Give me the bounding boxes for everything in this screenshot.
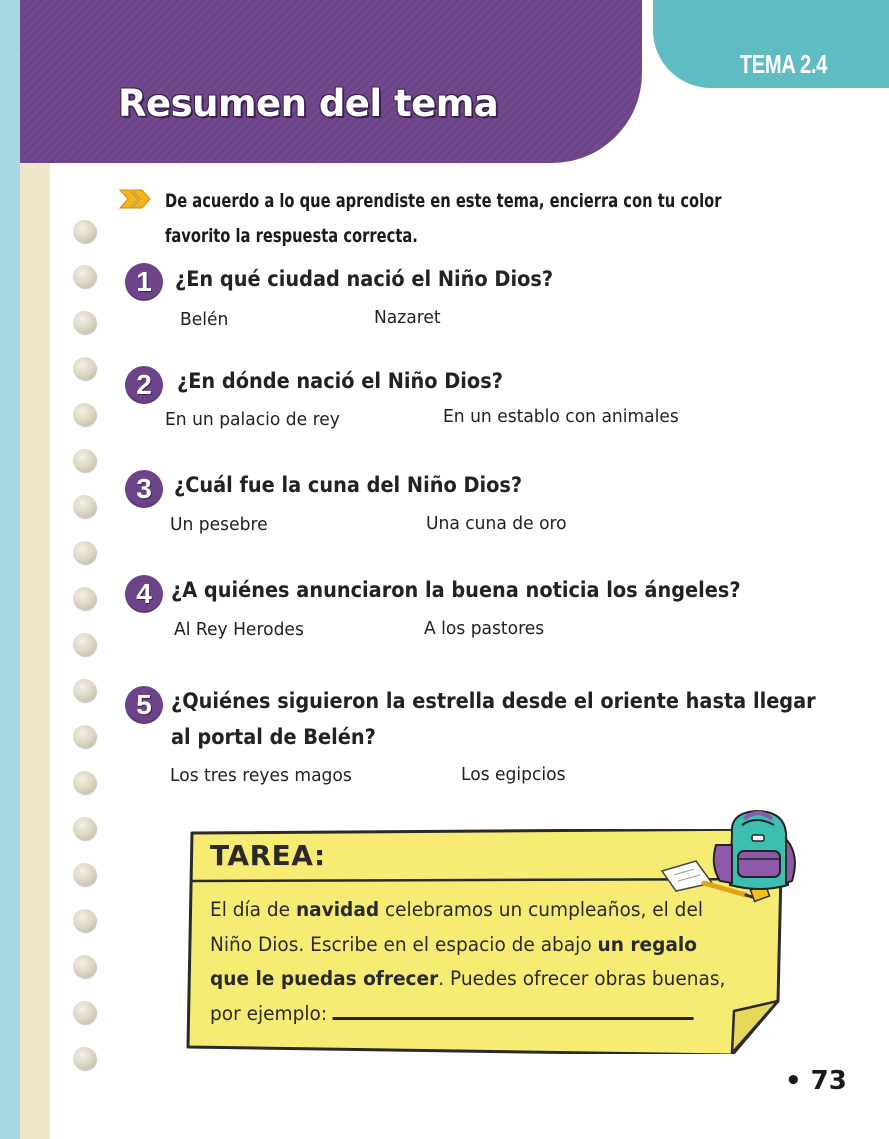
double-chevron-icon [118,188,152,210]
question-text: ¿En qué ciudad nació el Niño Dios? [175,267,554,291]
ring-icon [73,311,96,334]
homework-line: El día de navidad celebramos un cumpleaños, el del [210,898,703,921]
homework-title: TAREA: [210,839,326,872]
answer-option[interactable]: Un pesebre [170,514,268,535]
answer-option[interactable]: Los egipcios [461,764,566,785]
answer-option[interactable]: Belén [180,309,229,330]
page-title: Resumen del tema [118,82,499,125]
page-number: • 73 [785,1066,847,1096]
tema-label: TEMA 2.4 [739,49,827,79]
ring-icon [73,403,96,426]
page-edge-strip [0,0,20,1139]
ring-icon [73,1001,96,1024]
question-number-badge: 5 [125,686,163,724]
ring-icon [73,633,96,656]
ring-icon [73,495,96,518]
answer-option[interactable]: En un palacio de rey [165,409,340,430]
question-text: ¿A quiénes anunciaron la buena noticia los ángeles? [171,578,741,602]
ring-icon [73,817,96,840]
ring-icon [73,220,96,243]
answer-option[interactable]: Nazaret [374,307,441,328]
ring-icon [73,1047,96,1070]
question-number-badge: 3 [125,470,163,508]
question-number-badge: 1 [125,263,163,301]
question-text-continued: al portal de Belén? [171,725,376,749]
homework-line: que le puedas ofrecer. Puedes ofrecer obras buenas, [210,967,726,990]
answer-option[interactable]: Al Rey Herodes [174,619,304,640]
ring-icon [73,909,96,932]
ring-icon [73,771,96,794]
answer-option[interactable]: A los pastores [424,618,545,639]
title-banner [20,0,642,163]
ring-icon [73,265,96,288]
question-text: ¿Cuál fue la cuna del Niño Dios? [174,473,523,497]
question-number-badge: 4 [125,575,163,613]
question-text: ¿En dónde nació el Niño Dios? [177,369,503,393]
ring-icon [73,679,96,702]
tema-tab [653,0,889,88]
ring-icon [73,863,96,886]
ring-icon [73,725,96,748]
ring-icon [73,357,96,380]
homework-line: Niño Dios. Escribe en el espacio de abajo un regalo [210,932,697,956]
question-number-badge: 2 [125,366,163,404]
backpack-illustration [660,805,800,915]
ring-icon [73,449,96,472]
homework-line: por ejemplo: [210,997,742,1032]
answer-blank-line[interactable] [333,1010,694,1020]
ring-icon [73,541,96,564]
instructions-line: De acuerdo a lo que aprendiste en este tema, encierra con tu color [165,190,722,212]
answer-option[interactable]: Una cuna de oro [426,513,567,534]
ring-icon [73,955,96,978]
ring-icon [73,587,96,610]
answer-option[interactable]: En un establo con animales [443,406,679,427]
instructions-text [165,184,722,254]
question-text: ¿Quiénes siguieron la estrella desde el oriente hasta llegar [171,689,816,713]
notebook-margin [20,160,50,1139]
instructions-line: favorito la respuesta correcta. [165,225,418,247]
answer-option[interactable]: Los tres reyes magos [170,765,352,786]
